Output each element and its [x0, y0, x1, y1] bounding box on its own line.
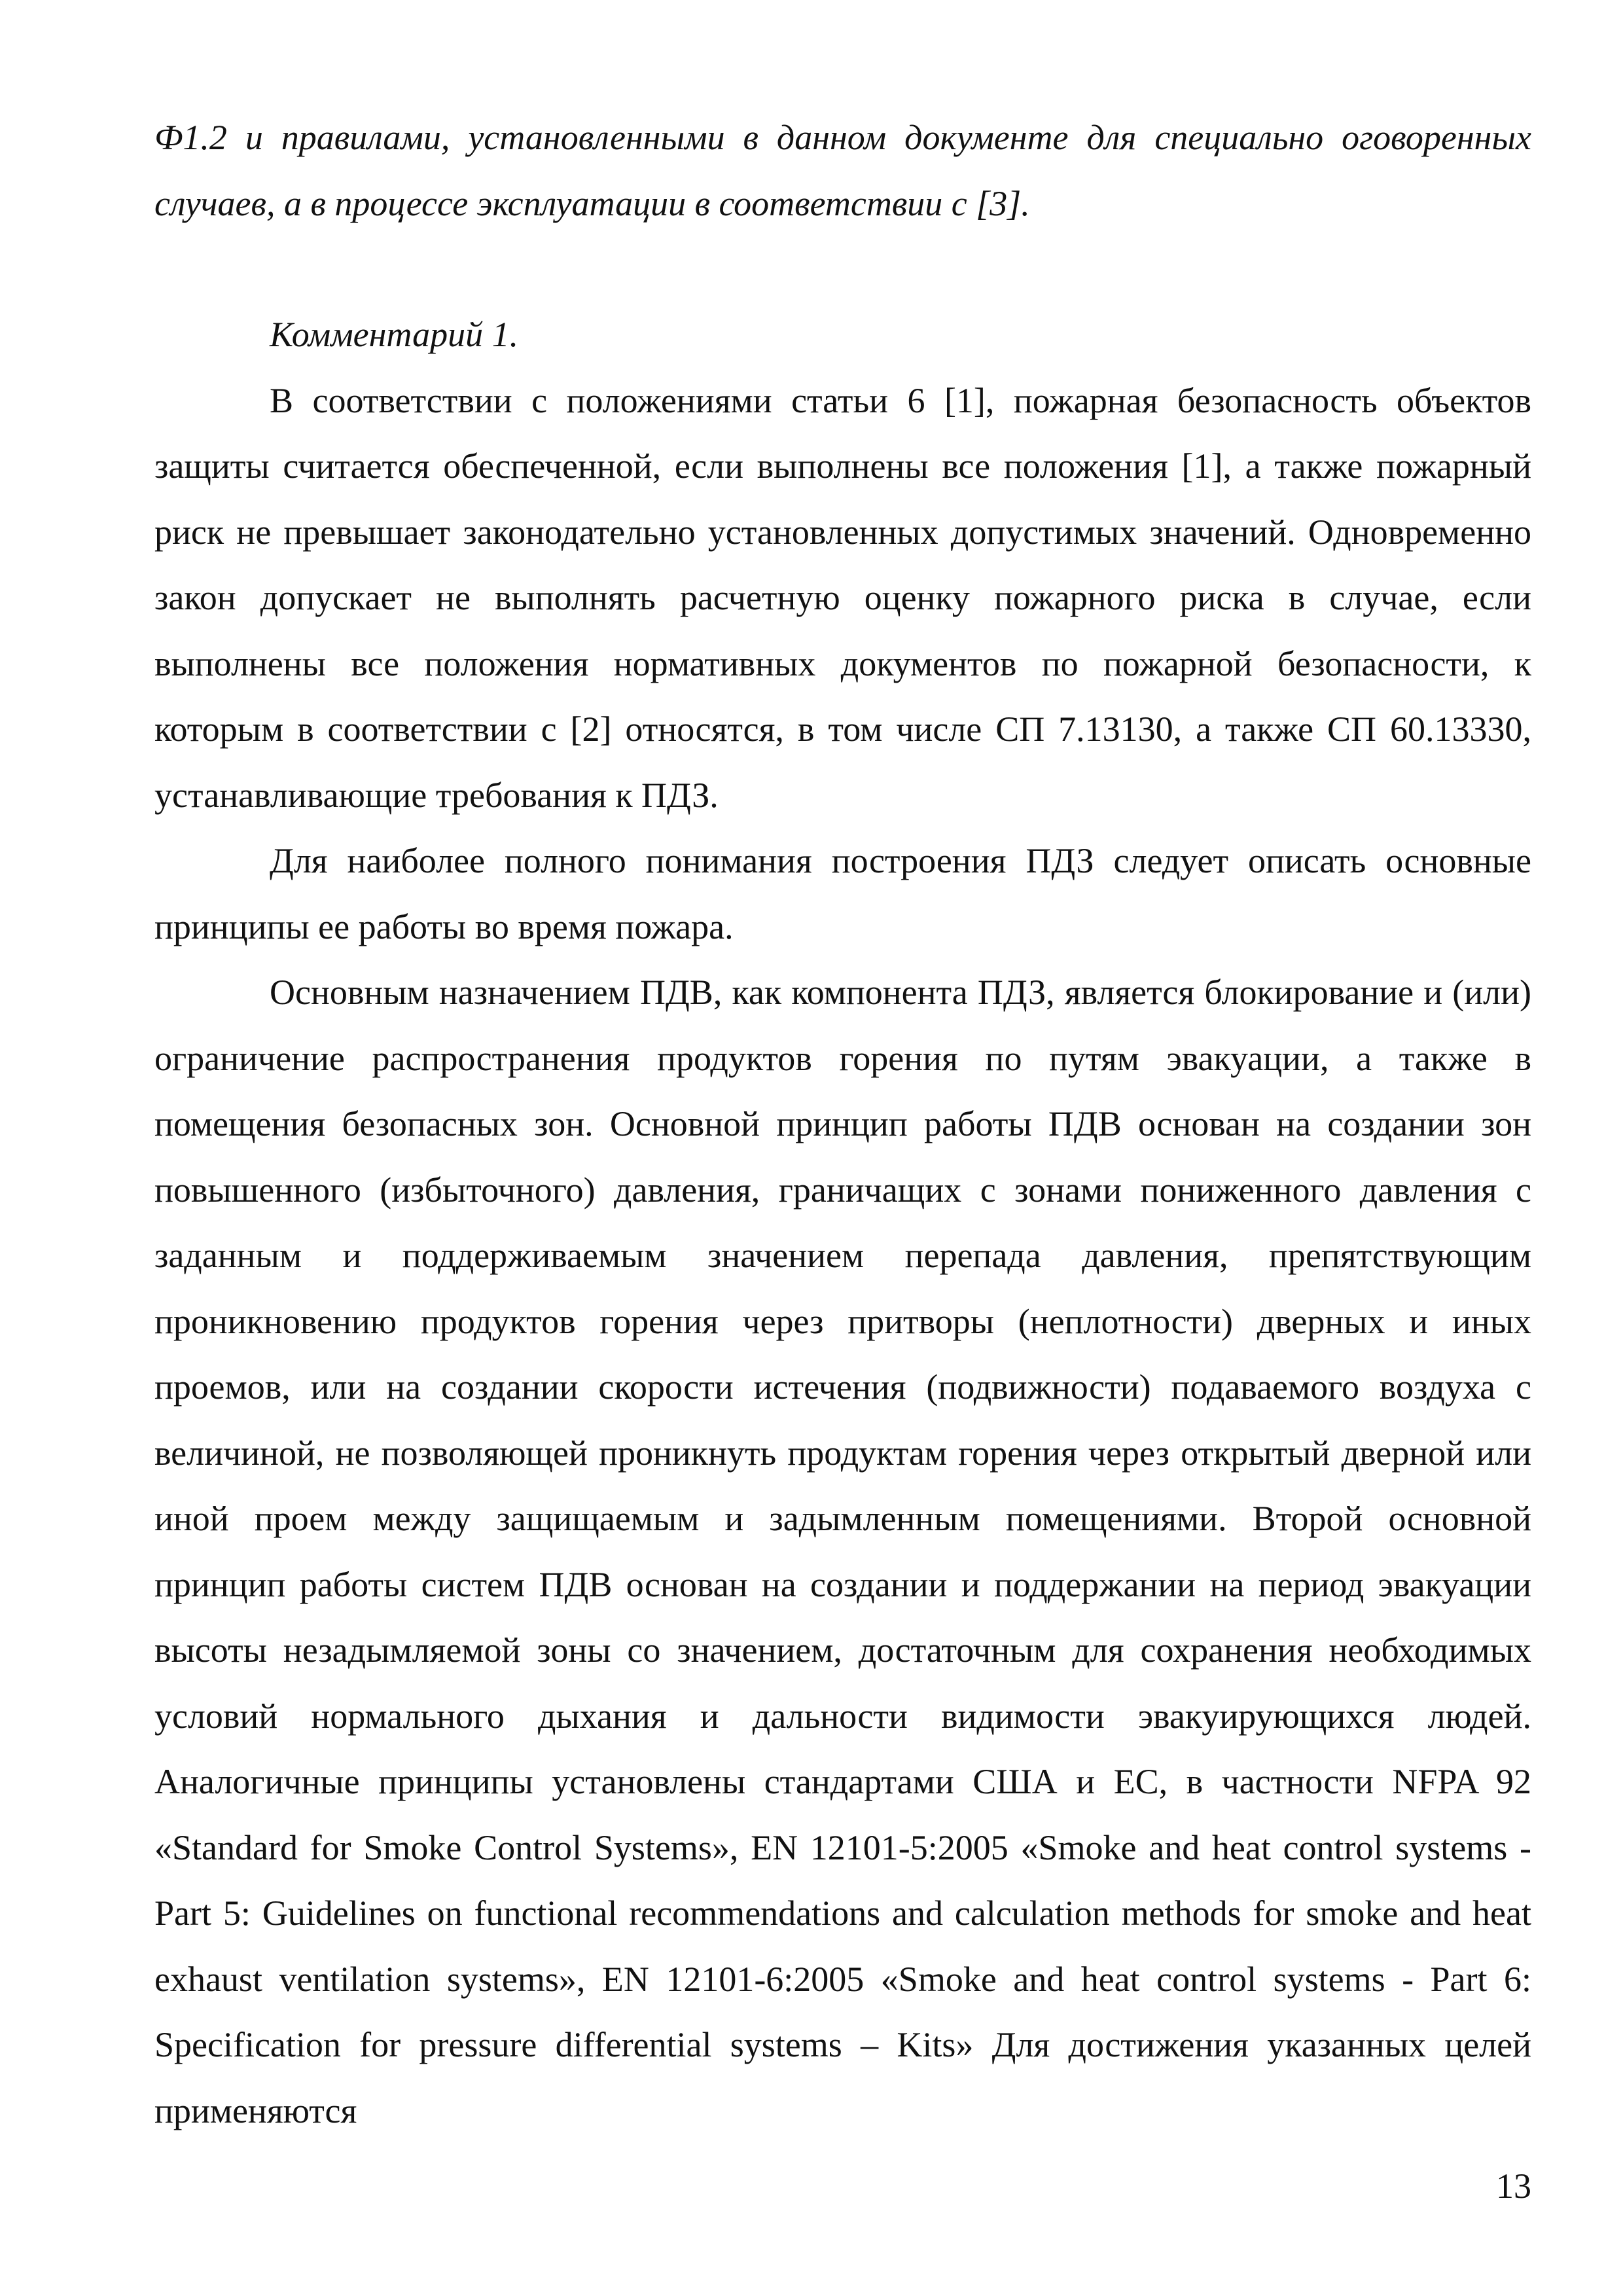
document-page: [154, 105, 1531, 2144]
page-number: 13: [1496, 2166, 1531, 2206]
paragraph-pdz-principles: Для наиболее полного понимания построения ПДЗ следует описать основные принципы ее работы во время пожара.: [154, 841, 1531, 946]
intro-italic-paragraph: Ф1.2 и правилами, установленными в данном документе для специально оговоренных случаев, а в процессе эксплуатации в соответствии с [3].: [154, 118, 1531, 223]
paragraph-fire-safety: В соответствии с положениями статьи 6 [1], пожарная безопасность объектов защиты считается обеспеченной, если выполнены все положения [1], а также пожарный риск не превышает законодательно установленных допустимых значений. Одновременно закон допускает не выполнять расчетную оценку пожарного риска в случае, если выполнены все положения нормативных документов по пожарной безопасности, к которым в соответствии с [2] относятся, в том числе СП 7.13130, а также СП 60.13330, устанавливающие требования к ПДЗ.: [154, 380, 1531, 815]
paragraph-pdv-purpose: Основным назначением ПДВ, как компонента ПДЗ, является блокирование и (или) ограничение распространения продуктов горения по путям эвакуации, а также в помещения безопасных зон. Основной принцип работы ПДВ основан на создании зон повышенного (избыточного) давления, граничащих с зонами пониженного давления с заданным и поддерживаемым значением перепада давления, препятствующим проникновению продуктов горения через притворы (неплотности) дверных и иных проемов, или на создании скорости истечения (подвижности) подаваемого воздуха с величиной, не позволяющей проникнуть продуктам горения через открытый дверной или иной проем между защищаемым и задымленным помещениями. Второй основной принцип работы систем ПДВ основан на создании и поддержании на период эвакуации высоты незадымляемой зоны со значением, достаточным для сохранения необходимых условий нормального дыхания и дальности видимости эвакуирующихся людей. Аналогичные принципы установлены стандартами США и ЕС, в частности NFPA 92 «Standard for Smoke Control Systems», EN 12101-5:2005 «Smoke and heat control systems - Part 5: Guidelines on functional recommendations and calculation methods for smoke and heat exhaust ventilation systems», EN 12101-6:2005 «Smoke and heat control systems - Part 6: Specification for pressure differential systems – Kits» Для достижения указанных целей применяются: [154, 973, 1531, 2130]
comment-heading: Комментарий 1.: [270, 315, 519, 354]
